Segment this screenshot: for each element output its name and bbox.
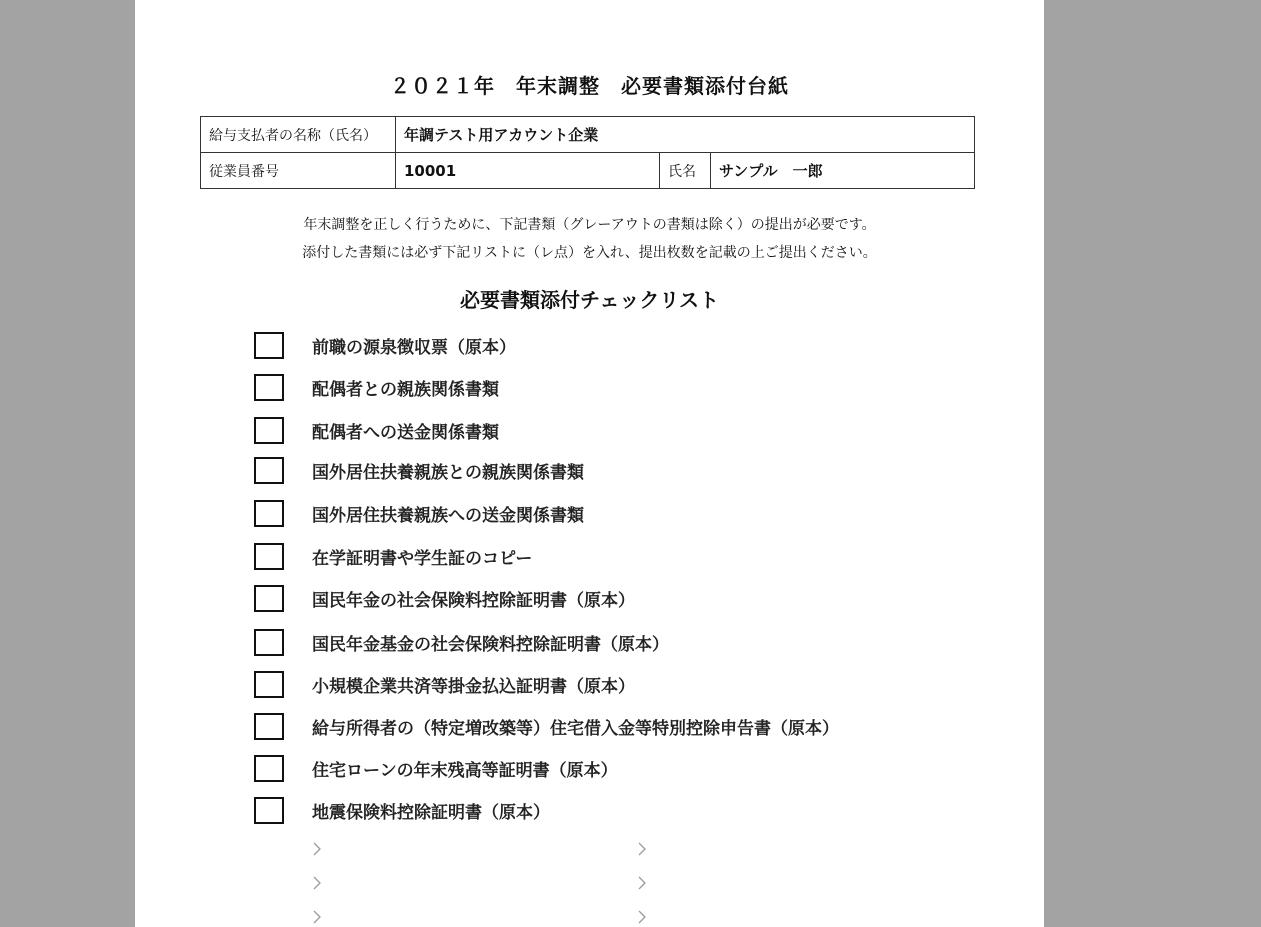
- checklist-item: [254, 583, 635, 613]
- payer-row: [201, 117, 975, 153]
- checklist-item-label: 国民年金基金の社会保険料控除証明書（原本）: [312, 634, 669, 655]
- checklist-item-label: 国外居住扶養親族への送金関係書類: [312, 505, 584, 526]
- employee-no-label: 従業員番号: [201, 153, 396, 189]
- payer-value: 年調テスト用アカウント企業: [396, 117, 975, 153]
- checklist-item: [254, 498, 584, 528]
- checklist-item-label: 給与所得者の（特定増改築等）住宅借入金等特別控除申告書（原本）: [312, 718, 839, 739]
- checkbox[interactable]: [254, 713, 284, 740]
- checkbox[interactable]: [254, 457, 284, 484]
- checkbox[interactable]: [254, 332, 284, 359]
- checklist-item: [254, 330, 516, 360]
- checkbox[interactable]: [254, 543, 284, 570]
- checkbox[interactable]: [254, 417, 284, 444]
- chevron-right-icon: [636, 875, 648, 891]
- checklist-item: [254, 627, 669, 657]
- page-title: ２０２１年 年末調整 必要書類添付台紙: [390, 74, 789, 98]
- chevron-right-icon: [636, 909, 648, 925]
- checklist-item: [254, 753, 618, 783]
- checklist-item: [254, 795, 550, 825]
- checklist-item: [254, 711, 839, 741]
- checklist-item-label: 小規模企業共済等掛金払込証明書（原本）: [312, 676, 635, 697]
- chevron-right-icon: [636, 841, 648, 857]
- checkbox[interactable]: [254, 797, 284, 824]
- checklist-item: [254, 669, 635, 699]
- checklist-item-label: 国民年金の社会保険料控除証明書（原本）: [312, 590, 635, 611]
- checklist-item-label: 前職の源泉徴収票（原本）: [312, 337, 516, 358]
- checkbox[interactable]: [254, 500, 284, 527]
- checklist-item-label: 在学証明書や学生証のコピー: [312, 548, 533, 569]
- payer-label: 給与支払者の名称（氏名）: [201, 117, 396, 153]
- employee-row: [201, 153, 975, 189]
- checkbox[interactable]: [254, 755, 284, 782]
- checklist-item-label: 国外居住扶養親族との親族関係書類: [312, 462, 584, 483]
- name-label: 氏名: [660, 153, 711, 189]
- notice-line-1: 年末調整を正しく行うために、下記書類（グレーアウトの書類は除く）の提出が必要です。: [303, 217, 876, 233]
- checklist-item: [254, 372, 499, 402]
- checklist-item-label: 住宅ローンの年末残高等証明書（原本）: [312, 760, 618, 781]
- employee-no-value: 10001: [396, 153, 660, 189]
- checkbox[interactable]: [254, 629, 284, 656]
- chevron-right-icon: [311, 909, 323, 925]
- checklist-item: [254, 541, 532, 571]
- name-value: サンプル 一郎: [711, 153, 975, 189]
- checklist-item: [254, 455, 584, 485]
- checklist-item: [254, 415, 499, 445]
- checkbox[interactable]: [254, 671, 284, 698]
- checklist-item-label: 地震保険料控除証明書（原本）: [312, 802, 550, 823]
- checklist-item-label: 配偶者との親族関係書類: [312, 379, 499, 400]
- checklist-title: 必要書類添付チェックリスト: [460, 288, 719, 312]
- chevron-right-icon: [311, 841, 323, 857]
- checklist-item-label: 配偶者への送金関係書類: [312, 422, 499, 443]
- checkbox[interactable]: [254, 585, 284, 612]
- info-table: [200, 116, 975, 189]
- notice-line-2: 添付した書類には必ず下記リストに（レ点）を入れ、提出枚数を記載の上ご提出ください。: [302, 245, 877, 261]
- document-page: [135, 0, 1044, 927]
- chevron-right-icon: [311, 875, 323, 891]
- checkbox[interactable]: [254, 374, 284, 401]
